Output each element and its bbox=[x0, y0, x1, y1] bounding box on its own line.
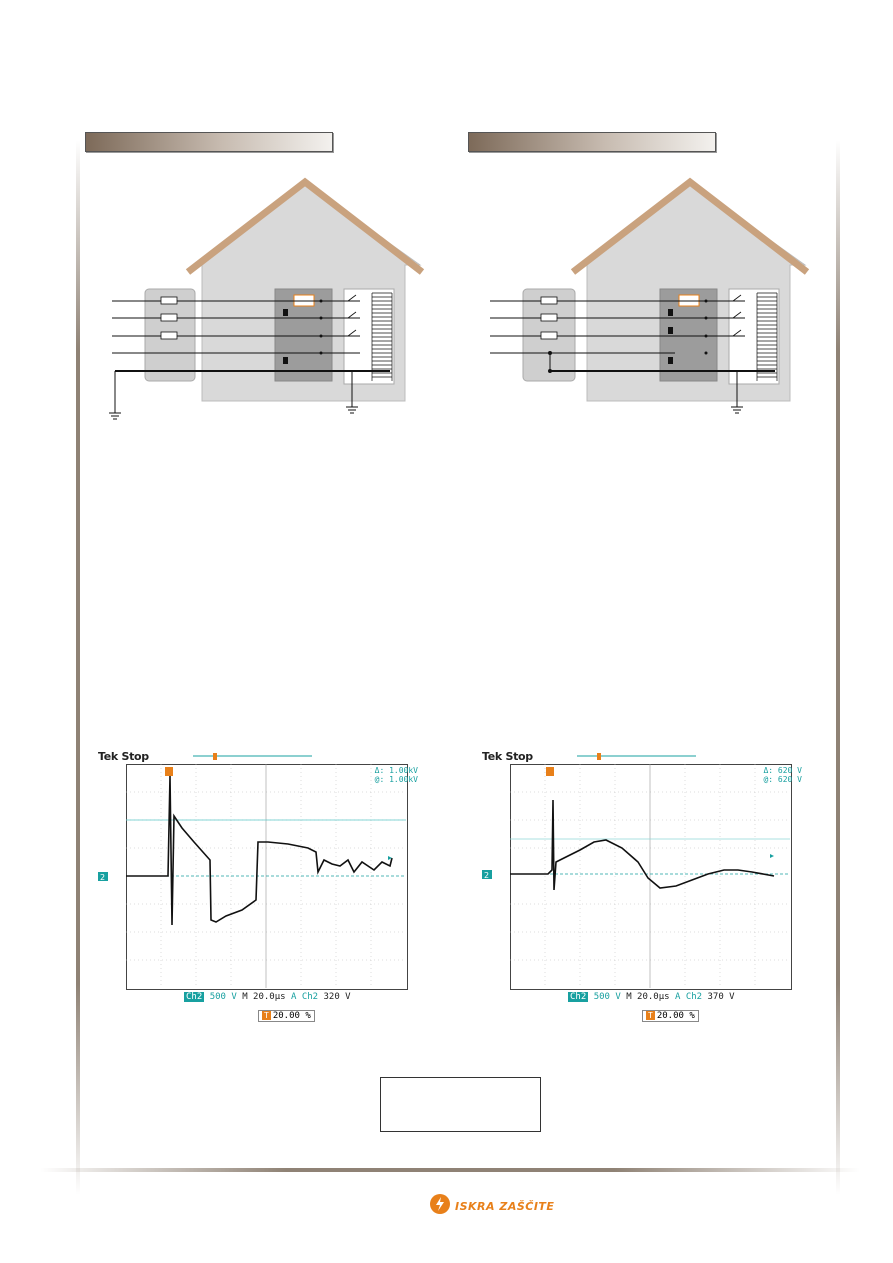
delta-label: Δ: bbox=[374, 766, 385, 775]
section-header-bar-left bbox=[85, 132, 333, 152]
oscilloscope-right bbox=[482, 750, 802, 1030]
house-wiring-diagram-right bbox=[485, 175, 815, 425]
scope-brand-label: Tek Stop bbox=[482, 750, 533, 763]
at-value: 1.00kV bbox=[389, 775, 418, 784]
trigger-position-box bbox=[258, 1010, 315, 1022]
trigger-level: 320 V bbox=[323, 992, 351, 1002]
frame-left-border bbox=[76, 140, 80, 1195]
at-value: 620 V bbox=[777, 775, 802, 784]
channel-label: Ch2 bbox=[186, 992, 203, 1002]
svg-text:2: 2 bbox=[100, 873, 106, 882]
scope-status-bar bbox=[184, 992, 351, 1002]
volts-div: 500 V bbox=[209, 992, 237, 1002]
iskra-logo-icon bbox=[429, 1193, 451, 1215]
trigger-icon: T bbox=[264, 1011, 269, 1020]
trigger-source: A Ch2 bbox=[290, 992, 319, 1002]
scope-readout bbox=[368, 766, 418, 784]
scope-brand-label: Tek Stop bbox=[98, 750, 149, 763]
channel-label: Ch2 bbox=[570, 992, 587, 1002]
delta-label: Δ: bbox=[763, 766, 774, 775]
scope-waveform bbox=[482, 750, 802, 1010]
house-wiring-diagram-left bbox=[100, 175, 430, 425]
oscilloscope-left bbox=[98, 750, 418, 1030]
trigger-position: 20.00 % bbox=[656, 1011, 695, 1021]
timebase: M 20.0µs bbox=[626, 992, 670, 1002]
scope-readout bbox=[752, 766, 802, 784]
footer-logo-text: ISKRA ZAŠČITE bbox=[455, 1200, 555, 1213]
delta-value: 620 V bbox=[777, 766, 802, 775]
delta-value: 1.00kV bbox=[389, 766, 418, 775]
trigger-icon: T bbox=[648, 1011, 653, 1020]
frame-bottom-border bbox=[40, 1168, 860, 1172]
scope-status-bar bbox=[568, 992, 735, 1002]
empty-caption-box bbox=[380, 1077, 541, 1132]
trigger-level: 370 V bbox=[707, 992, 735, 1002]
volts-div: 500 V bbox=[593, 992, 621, 1002]
timebase: M 20.0µs bbox=[242, 992, 286, 1002]
trigger-position-box bbox=[642, 1010, 699, 1022]
scope-waveform bbox=[98, 750, 418, 1010]
at-label: @: bbox=[374, 775, 385, 784]
frame-right-border bbox=[836, 140, 840, 1195]
trigger-position: 20.00 % bbox=[272, 1011, 311, 1021]
at-label: @: bbox=[763, 775, 774, 784]
svg-text:2: 2 bbox=[484, 871, 490, 880]
section-header-bar-right bbox=[468, 132, 716, 152]
trigger-source: A Ch2 bbox=[674, 992, 703, 1002]
